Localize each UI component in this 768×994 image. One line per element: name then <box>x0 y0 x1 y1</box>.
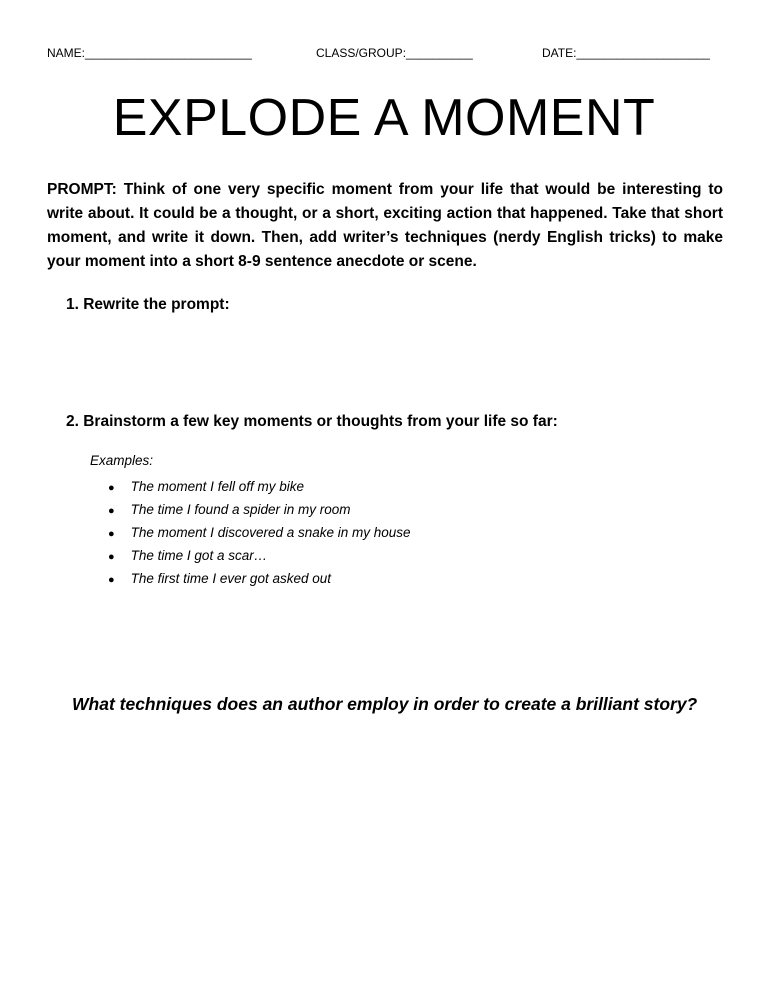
question-1: 1. Rewrite the prompt: <box>66 296 230 313</box>
list-item: ● The moment I discovered a snake in my house <box>108 521 411 544</box>
techniques-question: What techniques does an author employ in order to create a brilliant story? <box>72 694 698 714</box>
examples-label: Examples: <box>90 453 154 468</box>
list-item: ● The time I got a scar… <box>108 544 411 567</box>
prompt-text: PROMPT: Think of one very specific moment from your life that would be interesting to write about. It could be a thought, or a short, exciting action that happened. Take that short moment, and write it down. Then, add writer’s techniques (nerdy English tricks) to make your moment into a short 8-9 sentence anecdote or scene. <box>47 181 723 270</box>
name-field: NAME:_________________________ <box>47 46 252 60</box>
examples-list <box>108 475 411 590</box>
list-item: ● The first time I ever got asked out <box>108 567 411 590</box>
question-2: 2. Brainstorm a few key moments or thoughts from your life so far: <box>66 413 558 430</box>
list-item: ● The moment I fell off my bike <box>108 475 411 498</box>
class-field: CLASS/GROUP:__________ <box>316 46 473 60</box>
date-field: DATE:____________________ <box>542 46 710 60</box>
list-item: ● The time I found a spider in my room <box>108 498 411 521</box>
page-title: EXPLODE A MOMENT <box>112 89 656 147</box>
